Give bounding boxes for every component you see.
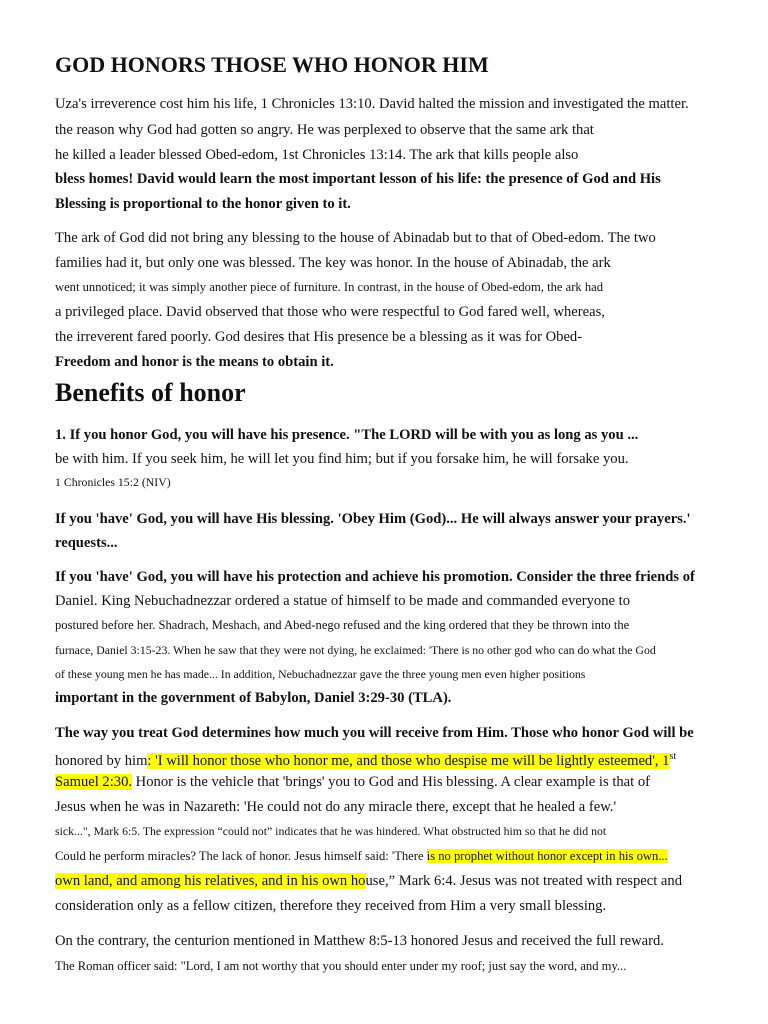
highlighted-quote: is no prophet without honor except in his own... xyxy=(426,849,668,863)
para4-text: use,” Mark 6:4. Jesus was not treated with respect and xyxy=(365,873,683,889)
para4-line xyxy=(55,846,668,866)
para1-line: Uza's irreverence cost him his life, 1 Chronicles 13:10. David halted the mission and investigated the matter. xyxy=(55,96,689,112)
para5-line: The Roman officer said: "Lord, I am not worthy that you should enter under my roof; just say the word, and my... xyxy=(55,959,627,973)
section-heading: Benefits of honor xyxy=(55,378,246,407)
para2-line-bold: Freedom and honor is the means to obtain it. xyxy=(55,354,334,370)
highlighted-reference: Samuel 2:30. xyxy=(55,774,133,790)
para5-line: On the contrary, the centurion mentioned in Matthew 8:5-13 honored Jesus and received the full reward. xyxy=(55,933,664,949)
highlighted-quote: own land, and among his relatives, and in his own ho xyxy=(55,873,366,889)
para4-line: consideration only as a fellow citizen, therefore they received from Him a very small blessing. xyxy=(55,898,607,914)
para1-line: the reason why God had gotten so angry. He was perplexed to observe that the same ark that xyxy=(55,122,594,138)
benefit3-line: Daniel. King Nebuchadnezzar ordered a statue of himself to be made and commanded everyone to xyxy=(55,593,631,609)
benefit3-line: If you 'have' God, you will have his protection and achieve his promotion. Consider the three friends of xyxy=(55,569,695,585)
benefit3-line: furnace, Daniel 3:15-23. When he saw that they were not dying, he exclaimed: 'There is no other god who can do what the God xyxy=(55,643,656,657)
para4-text: Could he perform miracles? The lack of honor. Jesus himself said: 'There xyxy=(55,849,427,863)
benefit1-line: be with him. If you seek him, he will let you find him; but if you forsake him, he will forsake you. xyxy=(55,451,629,467)
para4-line xyxy=(55,871,682,891)
para4-line: sick...", Mark 6:5. The expression “could not” indicates that he was hindered. What obstructed him so that he did not xyxy=(55,824,607,838)
para4-line xyxy=(55,772,650,792)
para4-text: Honor is the vehicle that 'brings' you to God and His blessing. A clear example is that of xyxy=(132,774,651,790)
highlighted-quote: : 'I will honor those who honor me, and those who despise me will be lightly esteemed', 1 xyxy=(147,752,670,769)
para2-line: families had it, but only one was blessed. The key was honor. In the house of Abinadab, the ark xyxy=(55,255,611,271)
para2-line: The ark of God did not bring any blessing to the house of Abinadab but to that of Obed-edom. The two xyxy=(55,230,656,246)
benefit2-line: requests... xyxy=(55,535,118,551)
benefit3-line: important in the government of Babylon, Daniel 3:29-30 (TLA). xyxy=(55,690,452,706)
page-title: GOD HONORS THOSE WHO HONOR HIM xyxy=(55,52,489,77)
para4-line: The way you treat God determines how much you will receive from Him. Those who honor God will be xyxy=(55,725,694,741)
para2-line: the irreverent fared poorly. God desires that His presence be a blessing as it was for Obed- xyxy=(55,329,583,345)
benefit1-reference: 1 Chronicles 15:2 (NIV) xyxy=(55,475,171,489)
ordinal-suffix: st xyxy=(669,751,677,762)
para4-line: Jesus when he was in Nazareth: 'He could not do any miracle there, except that he healed a few.' xyxy=(55,799,617,815)
para4-text: honored by him xyxy=(55,752,148,769)
benefit3-line: postured before her. Shadrach, Meshach, and Abed-nego refused and the king ordered that they be thrown into the xyxy=(55,618,630,632)
para1-line-bold: Blessing is proportional to the honor given to it. xyxy=(55,196,351,212)
para2-line: a privileged place. David observed that those who were respectful to God fared well, whereas, xyxy=(55,304,605,320)
para1-line-bold: bless homes! David would learn the most important lesson of his life: the presence of God and His xyxy=(55,171,661,187)
para4-line xyxy=(55,747,676,771)
para1-line: he killed a leader blessed Obed-edom, 1st Chronicles 13:14. The ark that kills people also xyxy=(55,147,579,163)
para2-line: went unnoticed; it was simply another piece of furniture. In contrast, in the house of Obed-edom, the ark had xyxy=(55,280,604,294)
benefit3-line: of these young men he has made... In addition, Nebuchadnezzar gave the three young men even higher positions xyxy=(55,667,586,681)
benefit1-line: 1. If you honor God, you will have his presence. "The LORD will be with you as long as you ... xyxy=(55,427,639,443)
benefit2-line: If you 'have' God, you will have His blessing. 'Obey Him (God)... He will always answer your prayers.' xyxy=(55,511,691,527)
